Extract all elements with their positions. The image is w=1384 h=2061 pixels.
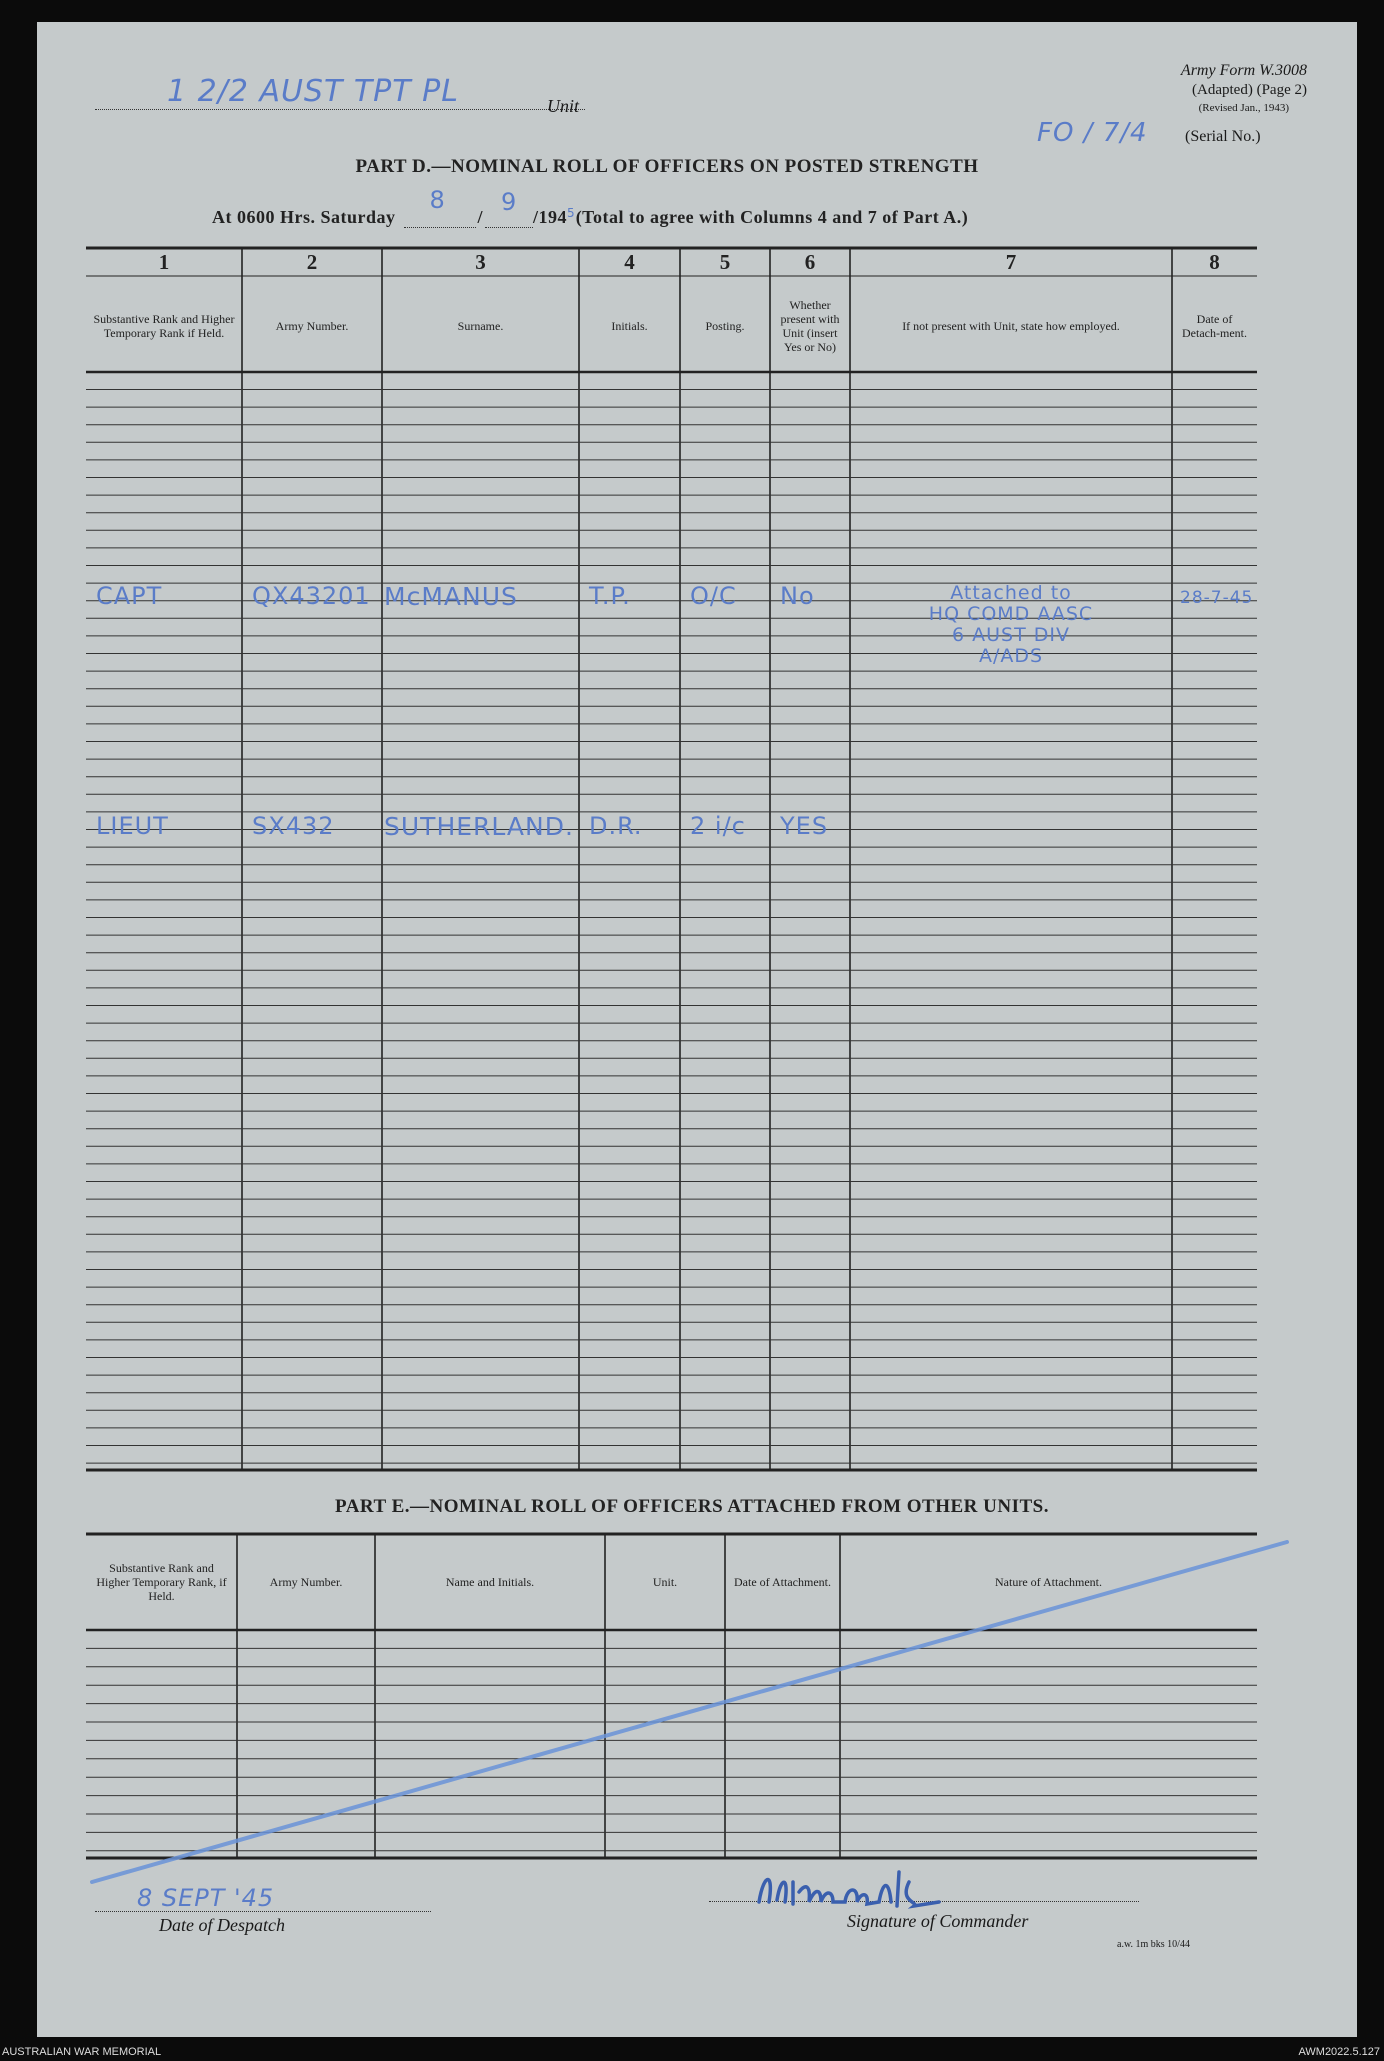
part-e-column-header: Name and Initials. (445, 1575, 535, 1589)
entry-employment-line: Attached to (950, 582, 1072, 604)
column-number: 1 (158, 250, 170, 274)
entry-initials: D.R. (589, 812, 643, 840)
column-number: 8 (1209, 250, 1220, 274)
entry-surname: SUTHERLAND. (384, 812, 574, 841)
column-number: 4 (624, 250, 635, 274)
date-day: 8 (429, 186, 446, 214)
form-page (37, 22, 1357, 2037)
part-e-column-header: Date of Attachment. (734, 1575, 831, 1589)
form-revised: (Revised Jan., 1943) (1198, 102, 1289, 114)
date-year-prefix: /194 (533, 207, 568, 227)
entry-posting: O/C (690, 582, 737, 610)
form-adapted: (Adapted) (Page 2) (1192, 82, 1307, 98)
part-e-column-header: Unit. (652, 1575, 678, 1589)
archive-institution: AUSTRALIAN WAR MEMORIAL (2, 2046, 162, 2058)
part-e-column-header: Nature of Attachment. (995, 1575, 1102, 1589)
entry-rank: CAPT (96, 582, 163, 610)
despatch-date-value: 8 SEPT '45 (137, 1884, 275, 1912)
entry-initials: T.P. (589, 582, 631, 610)
column-header: Initials. (611, 319, 648, 333)
entry-employment-line: A/ADS (978, 645, 1044, 667)
column-number: 5 (719, 250, 731, 274)
date-month: 9 (501, 188, 518, 216)
column-header: Army Number. (275, 319, 349, 333)
despatch-date-label: Date of Despatch (159, 1915, 285, 1935)
date-prefix: At 0600 Hrs. Saturday (212, 207, 396, 227)
entry-army-number: QX43201 (252, 582, 371, 610)
entry-army-number: SX432 (252, 812, 335, 840)
column-header: Substantive Rank and Higher Temporary Rank if Held. (93, 312, 235, 340)
part-e-column-header: Substantive Rank and Higher Temporary Rank, if Held. (96, 1561, 227, 1603)
date-year-digit: 5 (567, 206, 576, 220)
part-d-date-line: At 0600 Hrs. Saturday 8 / 9 /194 5 (Total to agree with Columns 4 and 7 of Part A.) (212, 186, 969, 227)
entry-present: No (780, 582, 815, 610)
printer-note: a.w. 1m bks 10/44 (1117, 1939, 1190, 1950)
column-header: Whether present with Unit (insert Yes or No) (780, 298, 840, 354)
entry-present: YES (780, 812, 829, 840)
part-e-title: PART E.—NOMINAL ROLL OF OFFICERS ATTACHED FROM OTHER UNITS. (335, 1496, 1049, 1517)
column-number: 6 (804, 250, 816, 274)
entry-employment-line: HQ COMD AASC (928, 603, 1094, 625)
serial-number-value: FO / 7/4 (1037, 118, 1148, 148)
entry-posting: 2 i/c (690, 812, 746, 840)
signature-label: Signature of Commander (847, 1911, 1029, 1931)
column-header: Date of Detach-ment. (1182, 312, 1247, 340)
form-name: Army Form W.3008 (1180, 62, 1307, 79)
column-number: 7 (1005, 250, 1017, 274)
column-number: 3 (475, 250, 486, 274)
serial-number-label: (Serial No.) (1185, 128, 1261, 145)
column-number: 2 (306, 250, 318, 274)
part-e-column-header: Army Number. (269, 1575, 343, 1589)
part-d-title: PART D.—NOMINAL ROLL OF OFFICERS ON POSTED STRENGTH (355, 156, 979, 177)
date-suffix: (Total to agree with Columns 4 and 7 of Part A.) (575, 207, 969, 227)
column-header: If not present with Unit, state how employed. (902, 319, 1120, 333)
entry-detachment-date: 28-7-45 (1180, 588, 1254, 608)
part-e-cancel-stroke (37, 22, 1357, 2037)
column-header: Posting. (705, 319, 745, 333)
entry-rank: LIEUT (96, 812, 169, 840)
unit-value: 1 2/2 AUST TPT PL (167, 74, 459, 109)
unit-label: Unit (547, 96, 580, 116)
entry-employment-line: 6 AUST DIV (952, 624, 1070, 646)
column-header: Surname. (457, 319, 504, 333)
entry-surname: McMANUS (384, 582, 518, 611)
archive-reference: AWM2022.5.127 (1298, 2046, 1380, 2058)
